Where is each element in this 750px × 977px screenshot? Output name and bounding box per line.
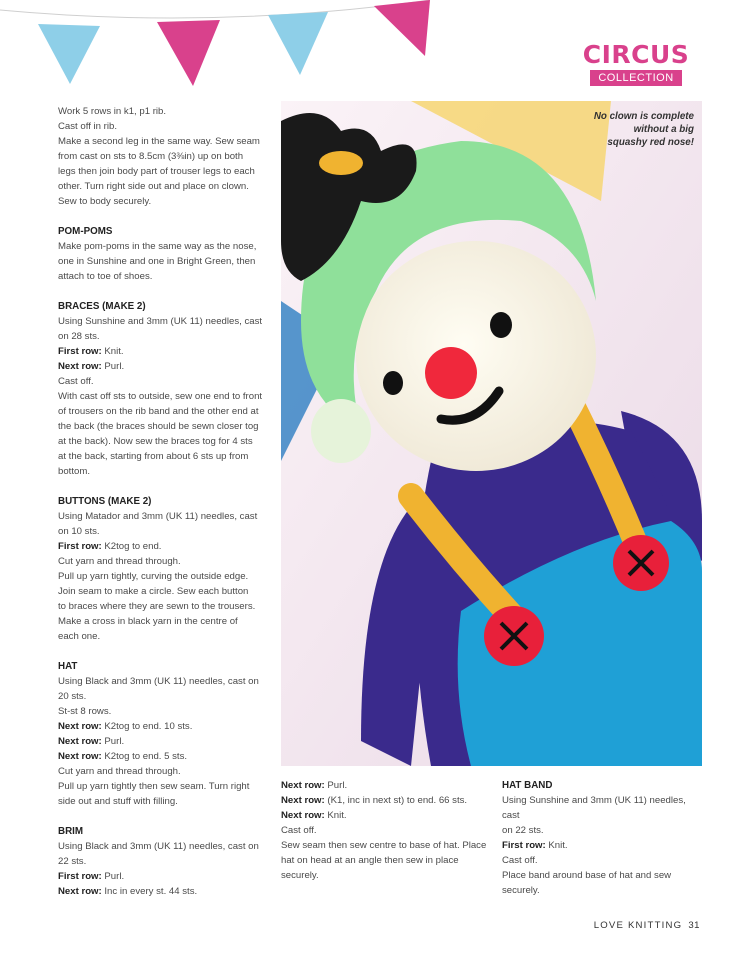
row-text: Purl. bbox=[324, 780, 348, 791]
row-label: Next row: bbox=[281, 810, 325, 821]
page-footer bbox=[594, 920, 700, 931]
pattern-row bbox=[58, 539, 270, 554]
pattern-line: on 10 sts. bbox=[58, 526, 100, 537]
magazine-name: LOVE KNITTING bbox=[593, 920, 683, 931]
pattern-line: hat on head at an angle then sew in place bbox=[281, 855, 459, 866]
pattern-row bbox=[281, 778, 489, 793]
row-label: Next row: bbox=[58, 361, 102, 372]
pattern-row bbox=[502, 838, 702, 853]
pattern-line: Sew to body securely. bbox=[58, 196, 152, 207]
caption-line: No clown is complete bbox=[593, 111, 694, 122]
row-label: First row: bbox=[58, 346, 102, 357]
pattern-line: at the back, starting from about 6 sts up from bbox=[58, 451, 249, 462]
row-text: Inc in every st. 44 sts. bbox=[101, 886, 198, 897]
pattern-line: Place band around base of hat and sew bbox=[502, 870, 672, 881]
row-text: K2tog to end. 5 sts. bbox=[101, 751, 188, 762]
pattern-line: the back (the braces should be sewn closer tog bbox=[58, 421, 259, 432]
row-text: Knit. bbox=[101, 346, 124, 357]
pattern-line: Using Black and 3mm (UK 11) needles, cast on bbox=[58, 676, 259, 687]
pattern-row bbox=[58, 344, 270, 359]
pattern-line: Pull up yarn tightly, curving the outside edge. bbox=[58, 571, 249, 582]
section-heading-hat-band: HAT BAND bbox=[502, 780, 553, 791]
pattern-line: other. Turn right side out and place on clown. bbox=[58, 181, 249, 192]
pattern-line: on 28 sts. bbox=[58, 331, 100, 342]
page-number: 31 bbox=[688, 920, 700, 931]
bunting-flag-blue bbox=[268, 12, 328, 75]
row-label: Next row: bbox=[58, 751, 102, 762]
pattern-line: Using Matador and 3mm (UK 11) needles, cast bbox=[58, 511, 258, 522]
row-label: Next row: bbox=[58, 886, 102, 897]
pattern-row bbox=[58, 869, 270, 884]
clown-photo bbox=[281, 101, 702, 766]
pattern-line: St-st 8 rows. bbox=[58, 706, 112, 717]
pattern-line: securely. bbox=[502, 885, 540, 896]
clown-face bbox=[356, 241, 596, 471]
row-text: (K1, inc in next st) to end. 66 sts. bbox=[324, 795, 468, 806]
pattern-line: Make a second leg in the same way. Sew seam bbox=[58, 136, 260, 147]
pattern-line: With cast off sts to outside, sew one end to front bbox=[58, 391, 263, 402]
pattern-row bbox=[281, 808, 489, 823]
pattern-line: attach to toe of shoes. bbox=[58, 271, 153, 282]
pattern-row bbox=[58, 734, 270, 749]
pattern-line: on 22 sts. bbox=[502, 825, 544, 836]
pattern-line: of trousers on the rib band and the other end at bbox=[58, 406, 259, 417]
knitted-clown-illustration bbox=[281, 101, 702, 766]
section-heading-braces: BRACES (MAKE 2) bbox=[58, 301, 146, 312]
pattern-row bbox=[58, 884, 270, 899]
row-label: Next row: bbox=[58, 736, 102, 747]
pattern-line: 20 sts. bbox=[58, 691, 87, 702]
pattern-middle-column bbox=[281, 778, 489, 883]
pattern-line: 22 sts. bbox=[58, 856, 87, 867]
logo-title: CIRCUS bbox=[582, 40, 690, 69]
row-text: K2tog to end. 10 sts. bbox=[101, 721, 193, 732]
section-heading-hat: HAT bbox=[58, 661, 78, 672]
circus-collection-logo bbox=[580, 42, 692, 86]
row-label: Next row: bbox=[58, 721, 102, 732]
pattern-line: legs then join body part of trouser legs to each bbox=[58, 166, 255, 177]
pattern-row bbox=[58, 749, 270, 764]
pattern-line: Join seam to make a circle. Sew each button bbox=[58, 586, 249, 597]
pattern-line: Using Sunshine and 3mm (UK 11) needles, cast bbox=[502, 795, 686, 821]
row-text: Knit. bbox=[324, 810, 347, 821]
row-label: Next row: bbox=[281, 780, 325, 791]
pattern-line: to braces where they are sewn to the trousers. bbox=[58, 601, 256, 612]
pattern-line: Make a cross in black yarn in the centre of bbox=[58, 616, 238, 627]
pattern-line: bottom. bbox=[58, 466, 90, 477]
pattern-line: Using Black and 3mm (UK 11) needles, cast on bbox=[58, 841, 259, 852]
row-text: Purl. bbox=[101, 871, 125, 882]
caption-line: without a big bbox=[633, 124, 694, 135]
pattern-line: Cast off in rib. bbox=[58, 121, 118, 132]
bunting-flag-pink bbox=[374, 0, 430, 56]
pattern-line: Using Sunshine and 3mm (UK 11) needles, cast bbox=[58, 316, 263, 327]
row-label: First row: bbox=[502, 840, 546, 851]
pattern-line: each one. bbox=[58, 631, 101, 642]
section-heading-buttons: BUTTONS (MAKE 2) bbox=[58, 496, 152, 507]
pattern-line: Cast off. bbox=[502, 855, 538, 866]
row-text: Purl. bbox=[101, 736, 125, 747]
row-label: Next row: bbox=[281, 795, 325, 806]
bunting-flag-pink bbox=[157, 20, 220, 86]
pattern-line: Cast off. bbox=[58, 376, 94, 387]
row-text: K2tog to end. bbox=[101, 541, 162, 552]
logo-subtitle: COLLECTION bbox=[590, 70, 681, 86]
caption-line: squashy red nose! bbox=[607, 137, 694, 148]
pattern-line: securely. bbox=[281, 870, 319, 881]
clown-eye-left bbox=[383, 371, 403, 395]
bunting-flag-blue bbox=[38, 24, 100, 84]
clown-eye-right bbox=[490, 312, 512, 338]
pattern-line: from cast on sts to 8.5cm (3⅜in) up on both bbox=[58, 151, 244, 162]
pattern-line: one in Sunshine and one in Bright Green, then bbox=[58, 256, 256, 267]
pattern-row bbox=[58, 719, 270, 734]
row-text: Knit. bbox=[545, 840, 568, 851]
pattern-line: at the back). Now sew the braces tog for 4 sts bbox=[58, 436, 253, 447]
pattern-left-column bbox=[58, 104, 270, 899]
photo-caption bbox=[564, 110, 694, 149]
row-text: Purl. bbox=[101, 361, 125, 372]
pattern-row bbox=[281, 793, 489, 808]
pattern-line: Cast off. bbox=[281, 825, 317, 836]
pattern-right-column bbox=[502, 778, 702, 898]
clown-red-nose bbox=[425, 347, 477, 399]
pattern-line: Sew seam then sew centre to base of hat. Place bbox=[281, 840, 487, 851]
pattern-line: side out and stuff with filling. bbox=[58, 796, 178, 807]
section-heading-brim: BRIM bbox=[58, 826, 84, 837]
pattern-line: Cut yarn and thread through. bbox=[58, 766, 181, 777]
row-label: First row: bbox=[58, 871, 102, 882]
pattern-line: Cut yarn and thread through. bbox=[58, 556, 181, 567]
pattern-line: Pull up yarn tightly then sew seam. Turn right bbox=[58, 781, 250, 792]
pattern-line: Make pom-poms in the same way as the nose, bbox=[58, 241, 257, 252]
pattern-line: Work 5 rows in k1, p1 rib. bbox=[58, 106, 167, 117]
section-heading-pompoms: POM-POMS bbox=[58, 226, 113, 237]
pattern-row bbox=[58, 359, 270, 374]
row-label: First row: bbox=[58, 541, 102, 552]
